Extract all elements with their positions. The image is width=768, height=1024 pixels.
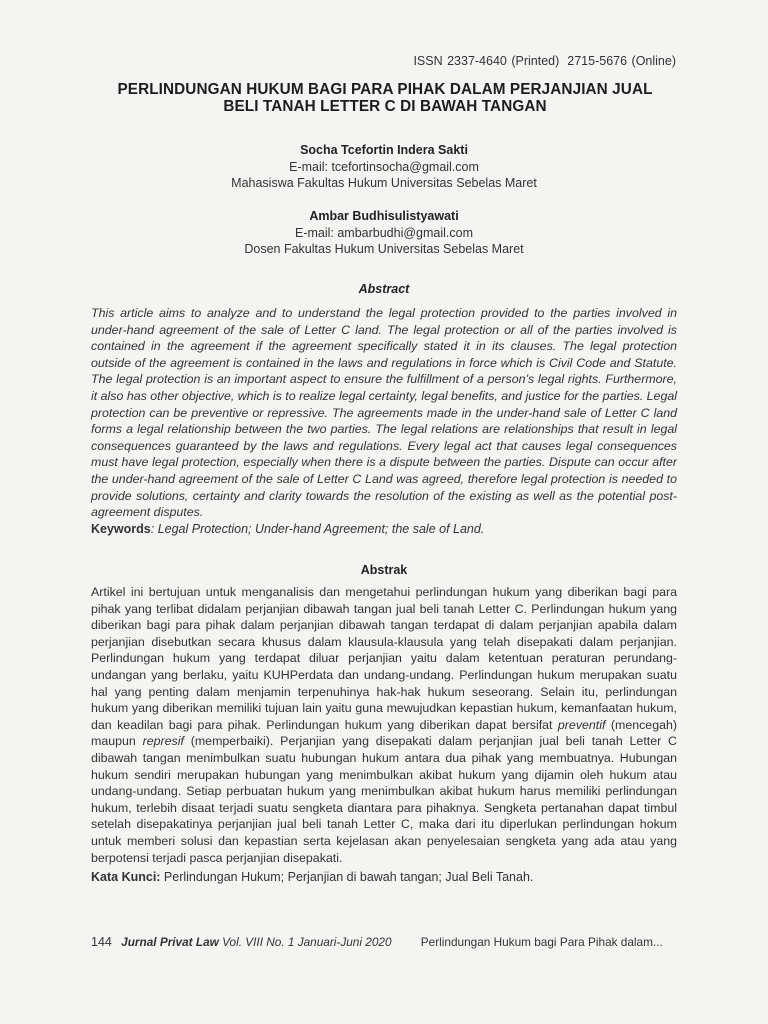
journal-volume: Vol. VIII No. 1 Januari-Juni 2020 [218,935,392,949]
abstrak-text-part-2: (mencegah) maupun [91,717,677,749]
author-name: Socha Tcefortin Indera Sakti [300,143,468,157]
abstrak-heading: Abstrak [360,563,408,577]
kata-kunci-line [91,870,677,884]
author-block-1 [0,142,768,192]
term-preventif: preventif [557,717,606,732]
title-line-1: PERLINDUNGAN HUKUM BAGI PARA PIHAK DALAM PERJANJIAN JUAL [117,81,653,98]
author-affiliation: Mahasiswa Fakultas Hukum Universitas Sebelas Maret [231,176,537,191]
author-name: Ambar Budhisulistyawati [309,209,459,223]
author-email: E-mail: tcefortinsocha@gmail.com [289,159,479,174]
keywords-label: Keywords [91,522,151,536]
kata-kunci-label: Kata Kunci: [91,870,161,884]
page-footer [91,935,663,949]
journal-name: Jurnal Privat Law [121,935,219,949]
author-block-2 [0,208,768,258]
abstract-text: This article aims to analyze and to understand the legal protection provided to the parties involved in under-hand agreement of the sale of Letter C land. The legal protection or all of the parties involved is contained in the agreement if the agreement specifically stated it in its clauses. The legal protection outside of the agreement is contained in the laws and regulations in force which is Civil Code and Statute. The legal protection is an important aspect to ensure the fulfillment of a person’s legal rights. Furthermore, it also has other objective, which is to realize legal certainty, legal benefits, and justice for the parties. Legal protection can be preventive or repressive. The agreements made in the under-hand sale of Letter C land forms a legal relationship between the two parties. The legal relations are relationships that result in legal consequences guaranteed by the laws and regulations. Every legal act that causes legal consequences must have legal protection, especially when there is a dispute between the parties. Dispute can occur after the under-hand agreement of the sale of Letter C Land was agreed, therefore legal protection is needed to provide solutions, certainty and clarity towards the resolution of the existing as well as the potential post-agreement disputes. [91,306,677,520]
author-email: E-mail: ambarbudhi@gmail.com [294,225,474,240]
term-represif: represif [142,734,184,749]
issn-line [413,54,676,68]
page-number: 144 [91,935,112,949]
keywords-line [91,522,677,536]
kata-kunci-value: Perlindungan Hukum; Perjanjian di bawah tangan; Jual Beli Tanah. [160,870,534,884]
paper-title [60,81,710,115]
issn-online: 2715-5676 (Online) [567,54,676,68]
issn-printed: ISSN 2337-4640 (Printed) [413,54,560,68]
abstract-heading: Abstract [358,282,410,296]
abstrak-text-part-1: Artikel ini bertujuan untuk menganalisis dan mengetahui perlindungan hukum yang diberikan bagi para pihak yang terlibat didalam perjanjian dibawah tangan jual beli tanah Letter C. Perlindungan hukum yang diberikan bagi para pihak dalam perjanjian dibawah tangan terdapat di dalam perjanjian apabila dalam perjanjian disebutkan secara khusus dalam klausula-klausula yang telah disepakati dalam perjanjian. Perlindungan hukum yang terdapat diluar perjanjian yaitu dalam ketentuan peraturan perundang-undangan yang berlaku, yaitu KUHPerdata dan undang-undang. Perlindungan hukum merupakan suatu hal yang penting dalam menjamin terpenuhinya hak-hak hukum seseorang. Selain itu, perlindungan hukum yang diberikan memiliki tujuan lain yaitu guna mewujudkan kepastian hukum, kemanfaatan hukum, dan keadilan bagi para pihak. Perlindungan hukum yang diberikan dapat bersifat [91,585,677,732]
abstrak-text-part-3: (memperbaiki). Perjanjian yang disepakati dalam perjanjian jual beli tanah Letter C dibawah tangan menimbulkan suatu hubungan hukum antara dua pihak yang membuatnya. Hubungan hukum sendiri merupakan hubungan yang menimbulkan akibat hukum yang dijamin oleh hukum atau undang-undang. Setiap perbuatan hukum yang menimbulkan akibat hukum harus memiliki perlindungan hukum, terlebih disaat terjadi suatu sengketa diantara para pihaknya. Sengketa pertanahan dapat timbul setelah disepakatinya perjanjian jual beli tanah Letter C, maka dari itu diperlukan perlindungan hokum untuk memberi solusi dan kepastian serta kejelasan akan penyelesaian sengketa yang ada atau yang berpotensi terjadi pasca perjanjian disepakati. [91,734,677,865]
running-title: Perlindungan Hukum bagi Para Pihak dalam... [420,935,663,949]
author-affiliation: Dosen Fakultas Hukum Universitas Sebelas Maret [244,242,524,257]
keywords-value: : Legal Protection; Under-hand Agreement; the sale of Land. [150,522,485,536]
abstrak-text [91,584,677,866]
title-line-2: BELI TANAH LETTER C DI BAWAH TANGAN [223,98,547,115]
